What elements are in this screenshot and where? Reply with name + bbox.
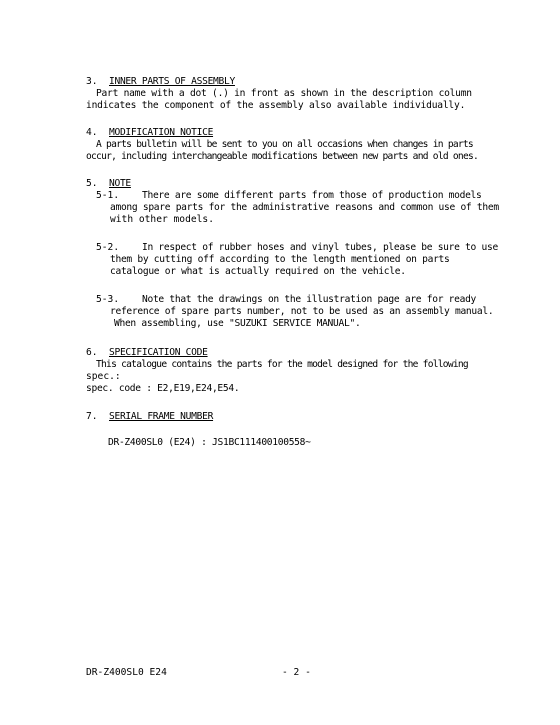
section-title: MODIFICATION NOTICE bbox=[109, 127, 214, 138]
body-line: reference of spare parts number, not to be used as an assembly manual. bbox=[110, 306, 494, 317]
body-line: among spare parts for the administrative reasons and common use of them bbox=[110, 202, 499, 213]
section-number: 7. bbox=[86, 411, 98, 422]
serial-frame-line: DR-Z400SL0 (E24) : JS1BC111400100558~ bbox=[108, 437, 311, 448]
note-item-number: 5-3. bbox=[96, 294, 120, 305]
body-line: Note that the drawings on the illustration page are for ready bbox=[142, 294, 477, 305]
note-item bbox=[86, 190, 499, 226]
body-line: indicates the component of the assembly also available individually. bbox=[86, 100, 466, 111]
section-heading bbox=[86, 411, 486, 423]
section-heading bbox=[86, 76, 486, 88]
body-line: catalogue or what is actually required on the vehicle. bbox=[110, 266, 406, 277]
footer-model: DR-Z400SL0 E24 bbox=[86, 667, 167, 678]
section-title: NOTE bbox=[109, 178, 131, 189]
section-note bbox=[86, 178, 499, 330]
body-line: with other models. bbox=[110, 214, 214, 225]
section-title: INNER PARTS OF ASSEMBLY bbox=[109, 76, 235, 87]
page-number: - 2 - bbox=[282, 667, 311, 678]
section-heading bbox=[86, 178, 486, 190]
section-inner-parts bbox=[86, 76, 486, 112]
body-line: them by cutting off according to the length mentioned on parts bbox=[110, 254, 450, 265]
body-line: A parts bulletin will be sent to you on all occasions when changes in parts bbox=[96, 139, 473, 150]
body-line: There are some different parts from those of production models bbox=[142, 190, 482, 201]
section-number: 3. bbox=[86, 76, 98, 87]
note-item-number: 5-1. bbox=[96, 190, 120, 201]
note-item bbox=[86, 242, 498, 278]
body-line: In respect of rubber hoses and vinyl tubes, please be sure to use bbox=[142, 242, 498, 253]
body-line: When assembling, use "SUZUKI SERVICE MANUAL". bbox=[114, 318, 361, 329]
section-modification bbox=[86, 127, 486, 163]
section-number: 5. bbox=[86, 178, 98, 189]
section-heading bbox=[86, 127, 486, 139]
note-item bbox=[86, 294, 494, 330]
section-serial bbox=[86, 411, 486, 449]
body-line: This catalogue contains the parts for the model designed for the following bbox=[96, 359, 468, 370]
section-heading bbox=[86, 347, 486, 359]
section-title: SERIAL FRAME NUMBER bbox=[109, 411, 214, 422]
section-specification bbox=[86, 347, 486, 395]
section-number: 6. bbox=[86, 347, 98, 358]
body-line: occur, including interchangeable modifications between new parts and old ones. bbox=[86, 151, 479, 162]
spec-code-line: spec. code : E2,E19,E24,E54. bbox=[86, 383, 240, 394]
note-item-number: 5-2. bbox=[96, 242, 120, 253]
section-number: 4. bbox=[86, 127, 98, 138]
body-line: spec.: bbox=[86, 371, 121, 382]
section-title: SPECIFICATION CODE bbox=[109, 347, 208, 358]
body-line: Part name with a dot (.) in front as shown in the description column bbox=[96, 88, 472, 99]
